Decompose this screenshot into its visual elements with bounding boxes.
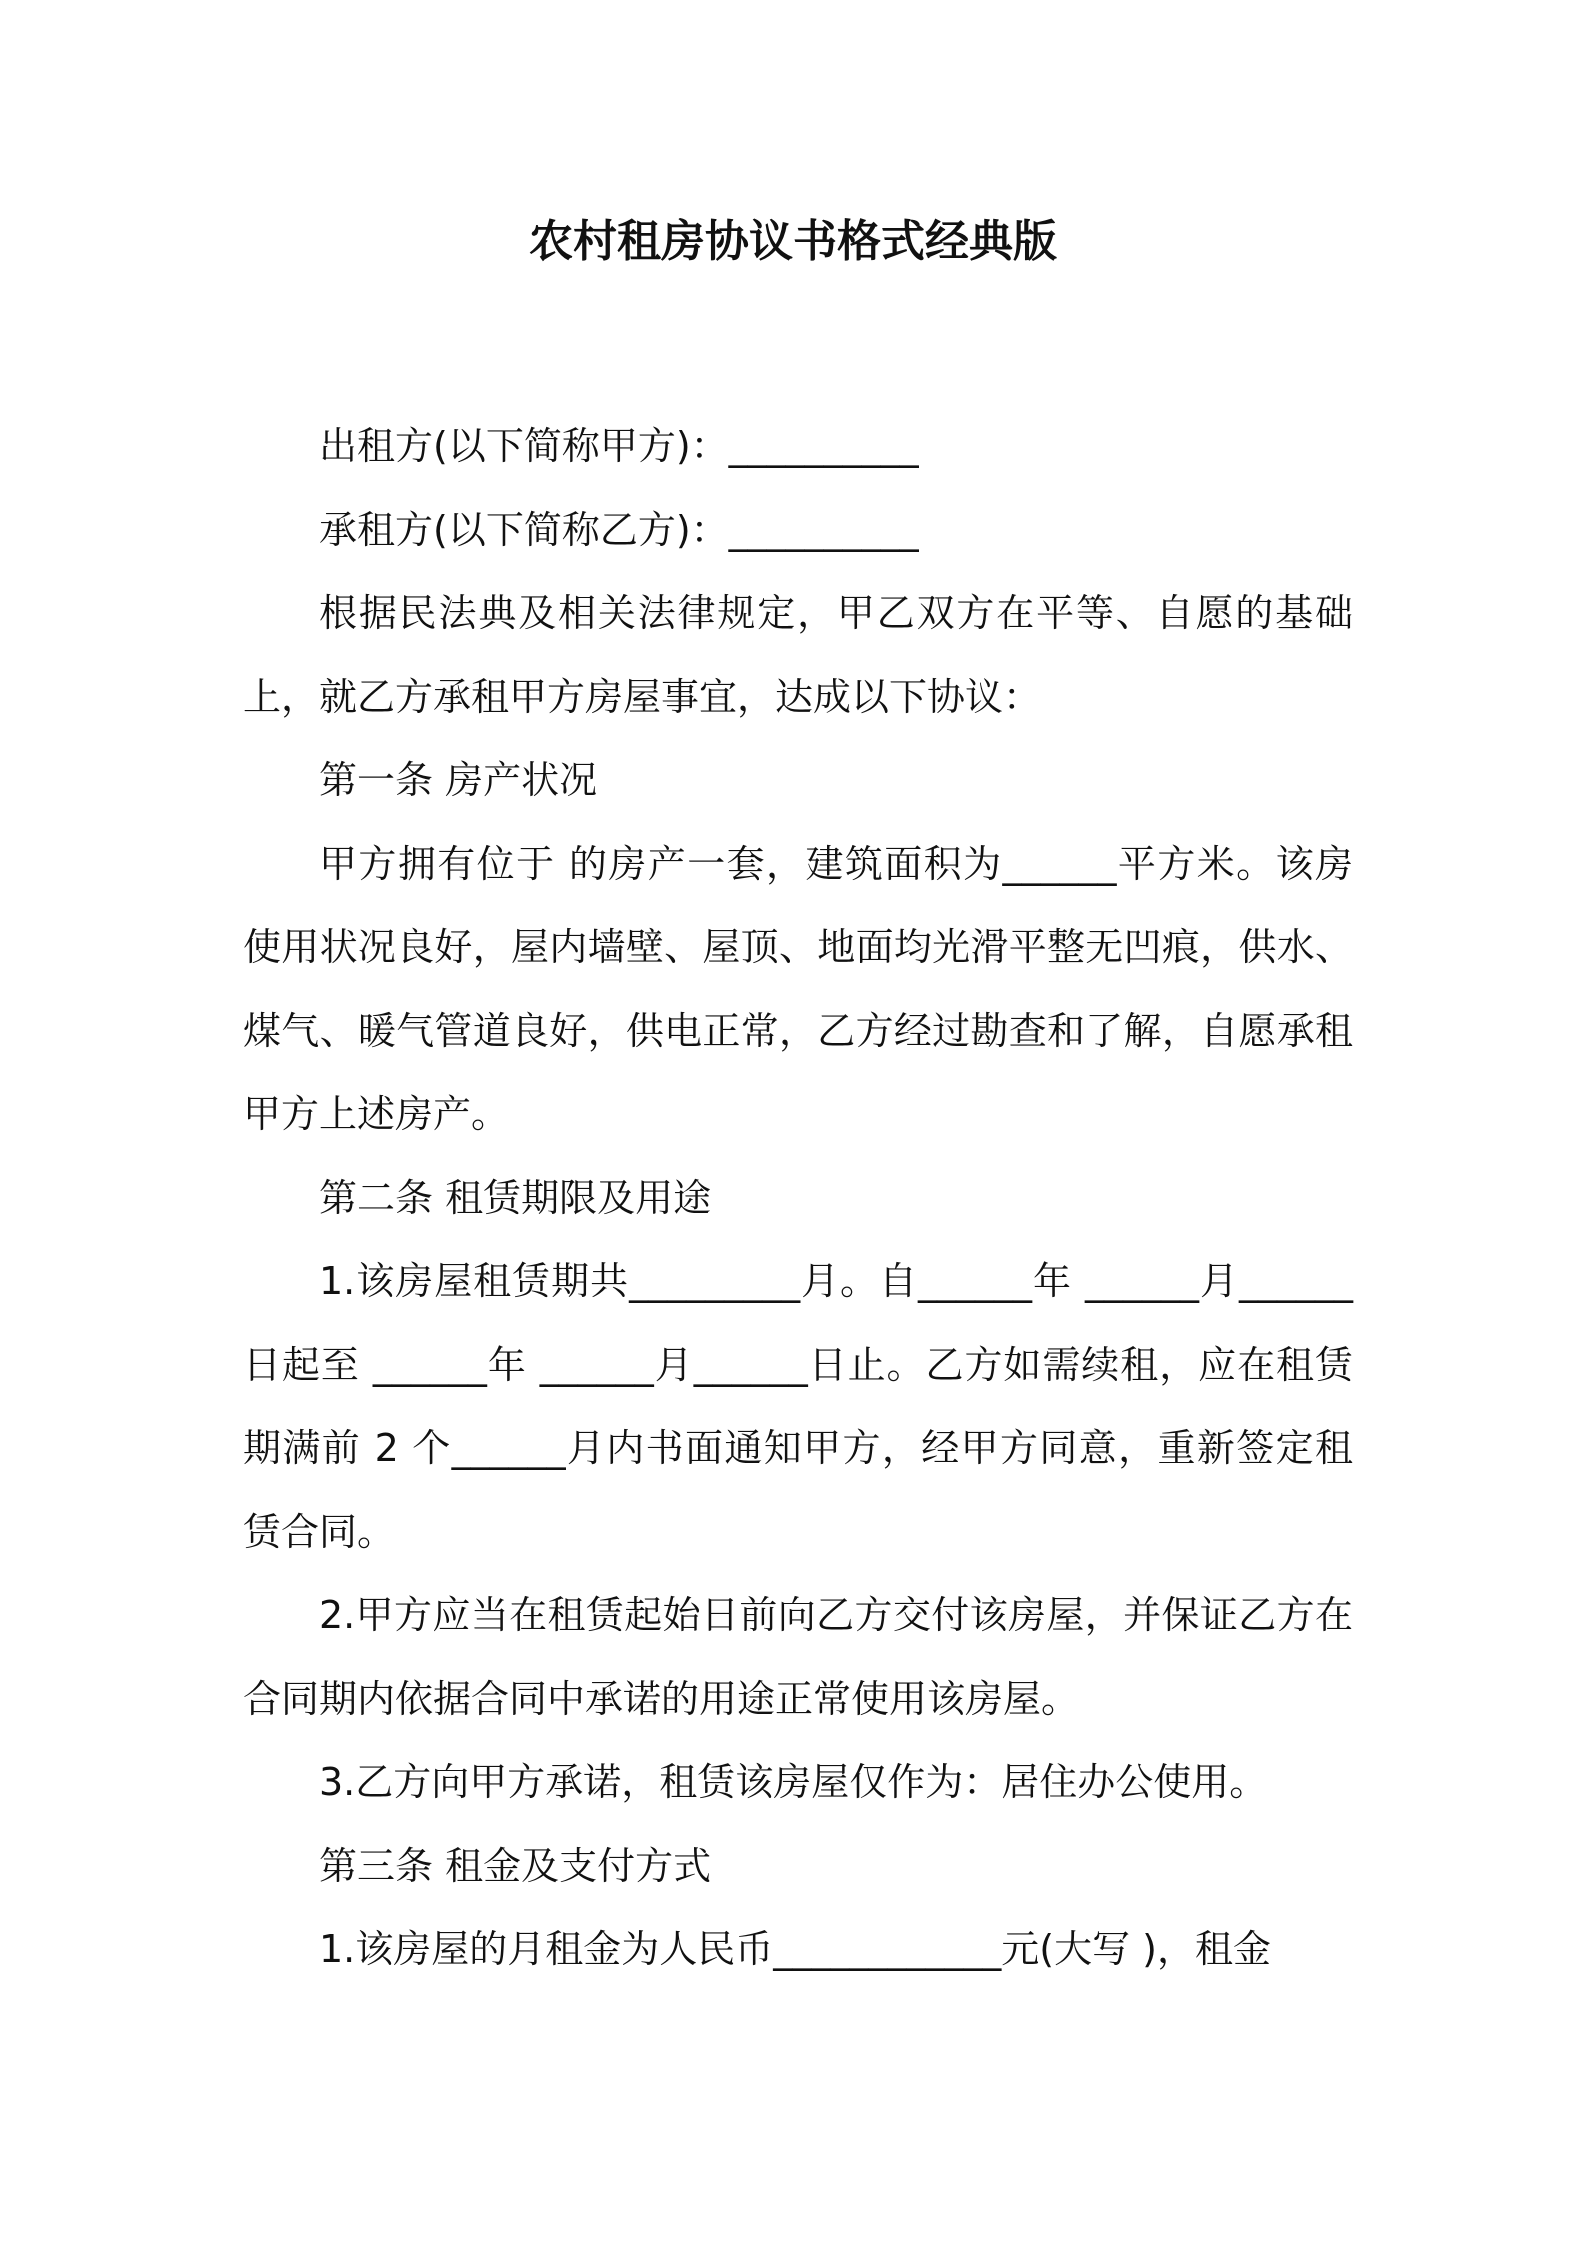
preamble-paragraph: 根据民法典及相关法律规定，甲乙双方在平等、自愿的基础上，就乙方承租甲方房屋事宜，达成以下协议： [243,591,1353,719]
article-2-heading: 第二条 租赁期限及用途 [319,1175,712,1220]
article-1-paragraph: 甲方拥有位于 的房产一套，建筑面积为______平方米。该房使用状况良好，屋内墙壁、屋顶、地面均光滑平整无凹痕，供水、煤气、暖气管道良好，供电正常，乙方经过勘查和了解，自愿承租甲方上述房产。 [243,841,1353,1136]
article-1-heading: 第一条 房产状况 [319,758,598,802]
article-2-clause-1: 1.该房屋租赁期共_________月。自______年 ______月______日起至 ______年 ______月______日止。乙方如需续租，应在租赁期满前 2 个______月内书面通知甲方，经甲方同意，重新签定租赁合同。 [243,1259,1353,1554]
article-3-heading: 第三条 租金及支付方式 [319,1843,712,1888]
lessee-line: 承租方(以下简称乙方)：__________ [319,507,919,552]
article-2-clause-3: 3.乙方向甲方承诺，租赁该房屋仅作为：居住办公使用。 [319,1760,1268,1804]
document-body [243,405,1353,1992]
article-3-clause-1: 1.该房屋的月租金为人民币____________元(大写 )，租金 [319,1927,1271,1971]
lessor-line: 出租方(以下简称甲方)：__________ [319,424,919,468]
document-title: 农村租房协议书格式经典版 [529,216,1057,267]
article-2-clause-2: 2.甲方应当在租赁起始日前向乙方交付该房屋，并保证乙方在合同期内依据合同中承诺的用途正常使用该房屋。 [243,1593,1353,1721]
